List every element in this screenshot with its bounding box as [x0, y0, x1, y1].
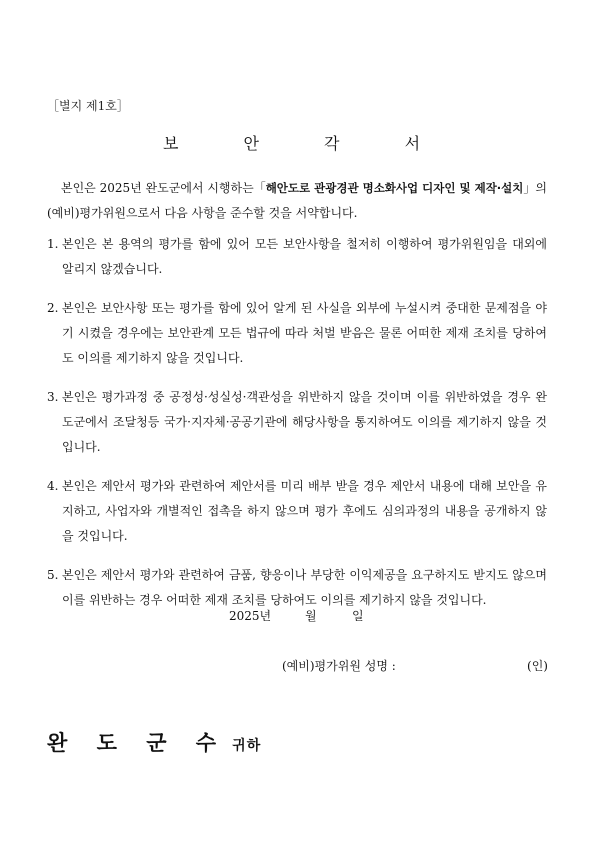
intro-after: 」의 (예비)평가위원으로서 다음 사항을 준수할 것을 서약합니다. [47, 181, 547, 220]
clause-text: 본인은 보안사항 또는 평가를 함에 있어 알게 된 사실을 외부에 누설시켜 중대한 문제점을 야기 시켰을 경우에는 보안관계 모든 법규에 따라 처벌 받음은 물론 어떠한 제재 조치를 당하여도 이의를 제기하지 않을 것입니다. [62, 301, 547, 365]
seal-mark: (인) [527, 659, 548, 673]
clause-item [47, 296, 547, 371]
clause-item [47, 385, 547, 460]
form-number: ［별지 제1호］ [47, 99, 129, 113]
document-title: 보 안 각 서 [162, 134, 451, 153]
clause-number: 4. [47, 479, 59, 493]
clause-item [47, 563, 547, 613]
date-month: 월 [305, 609, 317, 623]
date-day: 일 [352, 609, 364, 623]
clause-number: 5. [47, 568, 59, 582]
clause-text: 본인은 본 용역의 평가를 함에 있어 모든 보안사항을 철저히 이행하여 평가위원임을 대외에 알리지 않겠습니다. [62, 237, 547, 276]
clause-text: 본인은 제안서 평가와 관련하여 제안서를 미리 배부 받을 경우 제안서 내용에 대해 보안을 유지하고, 사업자와 개별적인 접촉을 하지 않으며 평가 후에도 심의과정의 내용을 공개하지 않을 것입니다. [62, 479, 547, 543]
clause-number: 3. [47, 390, 59, 404]
clause-number: 1. [47, 237, 59, 251]
intro-paragraph [47, 176, 547, 226]
clause-item [47, 474, 547, 549]
addressee [47, 727, 261, 757]
addressee-suffix: 귀하 [232, 738, 262, 754]
signature-label: (예비)평가위원 성명 : [282, 659, 396, 673]
date-year: 2025년 [229, 609, 272, 623]
pledge-clauses [47, 232, 547, 627]
clause-text: 본인은 제안서 평가와 관련하여 금품, 향응이나 부당한 이익제공을 요구하지도 받지도 않으며 이를 위반하는 경우 어떠한 제재 조치를 당하여도 이의를 제기하지 않을 것입니다. [62, 568, 547, 607]
addressee-name: 완 도 군 수 [47, 731, 228, 755]
clause-item [47, 232, 547, 282]
clause-text: 본인은 평가과정 중 공정성·성실성·객관성을 위반하지 않을 것이며 이를 위반하였을 경우 완도군에서 조달청등 국가·지자체·공공기관에 해당사항을 통지하여도 이의를 제기하지 않을 것입니다. [62, 390, 547, 454]
clause-number: 2. [47, 301, 59, 315]
intro-before: 본인은 2025년 완도군에서 시행하는「 [61, 181, 266, 195]
project-name: 해안도로 관광경관 명소화사업 디자인 및 제작·설치 [265, 181, 524, 195]
